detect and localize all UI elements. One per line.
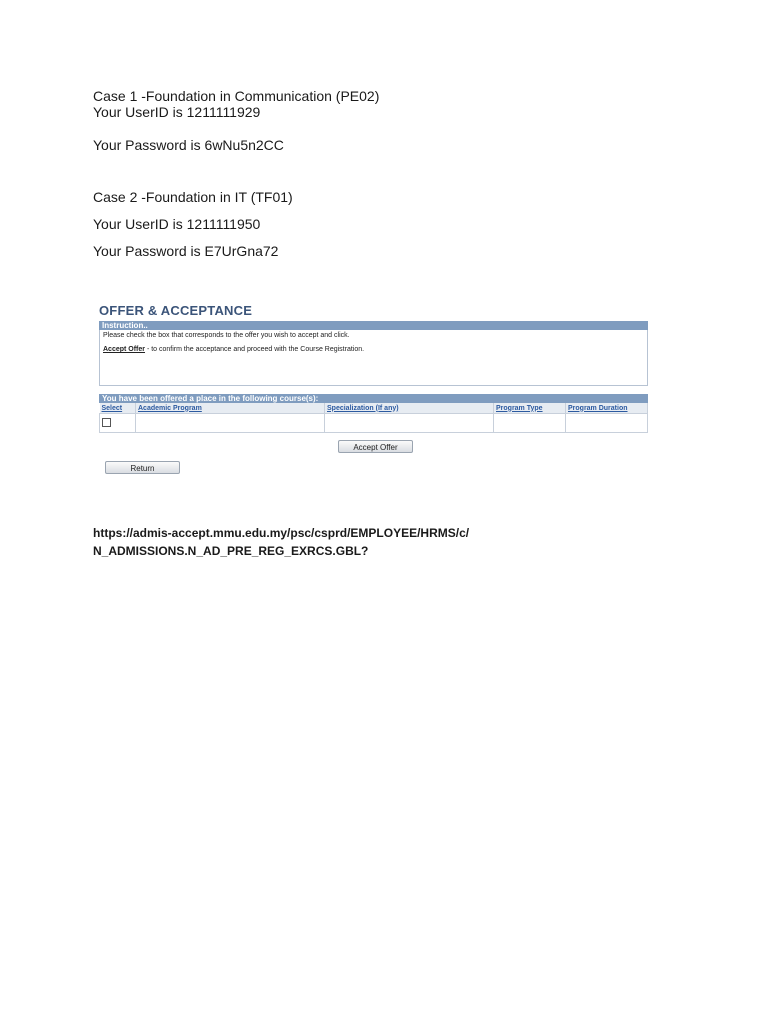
select-cell [100, 414, 136, 433]
program-type-cell [494, 414, 566, 433]
table-header-row [100, 403, 648, 414]
academic-program-cell [136, 414, 325, 433]
case2-userid: Your UserID is 1211111950 [93, 216, 261, 232]
offer-acceptance-screenshot [96, 296, 668, 488]
return-button[interactable]: Return [105, 461, 180, 474]
instruction-accept-line [103, 346, 364, 353]
accept-offer-button[interactable]: Accept Offer [338, 440, 413, 453]
specialization-cell [325, 414, 494, 433]
column-header-select[interactable]: Select [100, 403, 136, 414]
program-duration-cell [566, 414, 648, 433]
instruction-text: Please check the box that corresponds to the offer you wish to accept and click. [103, 332, 350, 339]
accept-offer-link[interactable]: Accept Offer [103, 346, 146, 353]
case1-title: Case 1 -Foundation in Communication (PE02) [93, 88, 380, 104]
instruction-box [99, 330, 648, 386]
offered-courses-header: You have been offered a place in the following course(s): [99, 394, 648, 403]
table-row [100, 414, 648, 433]
case1-password: Your Password is 6wNu5n2CC [93, 137, 284, 153]
url-line-2: N_ADMISSIONS.N_AD_PRE_REG_EXRCS.GBL? [93, 544, 369, 558]
offer-acceptance-title: OFFER & ACCEPTANCE [99, 303, 253, 318]
instruction-header: Instruction.. [99, 321, 648, 330]
case2-title: Case 2 -Foundation in IT (TF01) [93, 189, 293, 205]
select-checkbox[interactable] [102, 418, 111, 427]
case2-password: Your Password is E7UrGna72 [93, 243, 279, 259]
column-header-academic-program[interactable]: Academic Program [136, 403, 325, 414]
offered-courses-table [99, 403, 648, 433]
column-header-program-duration[interactable]: Program Duration [566, 403, 648, 414]
case1-userid: Your UserID is 1211111929 [93, 104, 261, 120]
url-line-1: https://admis-accept.mmu.edu.my/psc/csprd/EMPLOYEE/HRMS/c/ [93, 526, 470, 540]
column-header-specialization[interactable]: Specialization (If any) [325, 403, 494, 414]
column-header-program-type[interactable]: Program Type [494, 403, 566, 414]
accept-offer-note: - to confirm the acceptance and proceed with the Course Registration. [145, 346, 365, 353]
